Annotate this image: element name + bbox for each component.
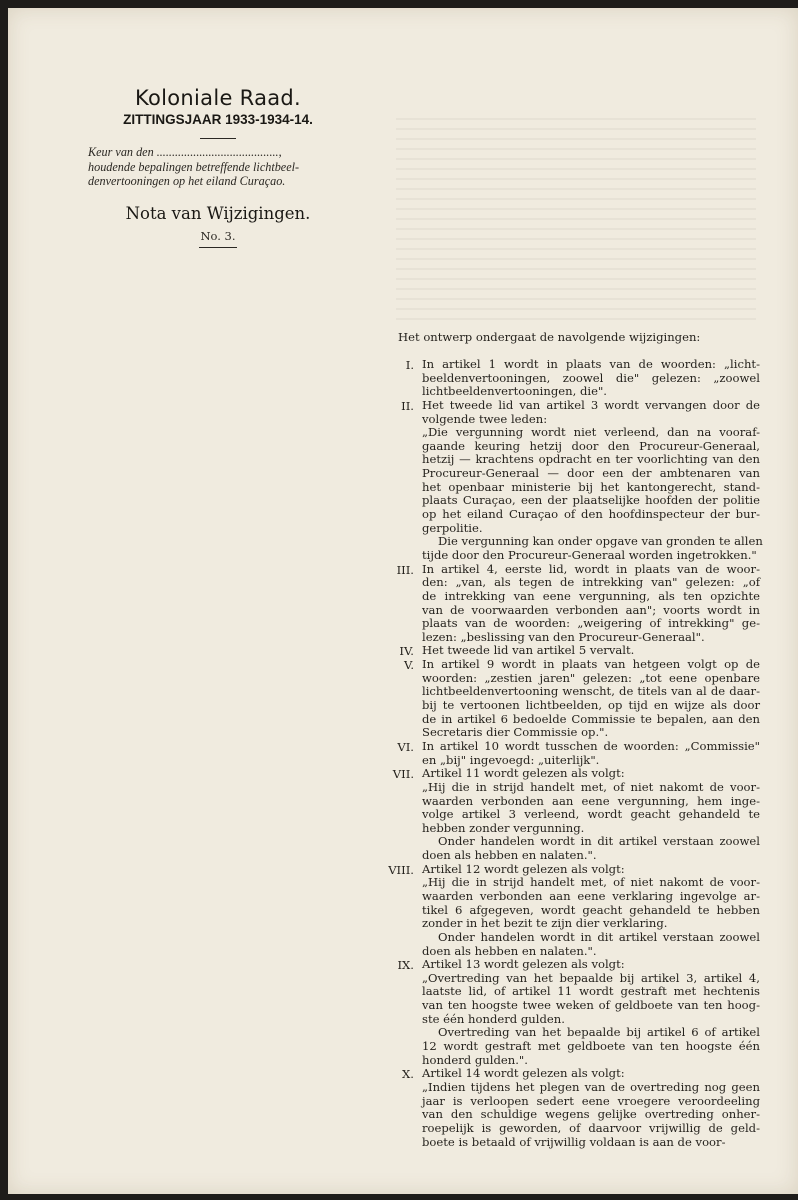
document-number: No. 3. — [200, 228, 236, 243]
amendment-line: volge artikel 3 verleend, wordt geacht gehandeld te — [422, 807, 760, 822]
subject-line: Keur van den ........................................, — [88, 145, 282, 159]
amendment-number: III. — [396, 562, 414, 577]
amendment-line: waarden verbonden aan eene vergunning, hem inge- — [422, 793, 760, 808]
document-header — [68, 86, 368, 248]
amendment-line: boete is betaald of vrijwillig voldaan is aan de voor- — [422, 1134, 726, 1149]
amendment-line: „Hij die in strijd handelt met, of niet nakomt de voor- — [422, 875, 760, 890]
amendment-number: I. — [405, 358, 414, 372]
amendment-line: tikel 6 afgegeven, wordt geacht gehandeld te hebben — [422, 902, 760, 917]
amendment-item — [388, 767, 760, 862]
amendment-item — [388, 1067, 760, 1149]
amendment-line: honderd gulden.". — [422, 1052, 528, 1067]
amendment-line: Artikel 13 wordt gelezen als volgt: — [422, 957, 625, 972]
amendments-body — [388, 329, 763, 1149]
amendment-line: van ten hoogste twee weken of geldboete van ten hoog- — [422, 998, 760, 1013]
amendment-line: Procureur-Generaal — door een der ambtenaren van — [422, 466, 760, 481]
amendment-line: In artikel 1 wordt in plaats van de woorden: „licht- — [422, 357, 760, 371]
amendment-item — [388, 958, 760, 1067]
amendment-item — [388, 658, 760, 740]
amendment-line: gerpolitie. — [422, 520, 483, 535]
amendment-line: van den schuldige wegens gelijke overtreding onher- — [422, 1107, 760, 1122]
show-through-text — [396, 118, 756, 328]
amendment-line: gaande keuring hetzij door den Procureur-Generaal, — [422, 438, 760, 453]
divider — [199, 247, 237, 248]
amendment-line: In artikel 9 wordt in plaats van hetgeen volgt op de — [422, 657, 760, 672]
amendment-line: In artikel 4, eerste lid, wordt in plaats van de woor- — [422, 561, 760, 576]
amendment-number: X. — [402, 1067, 414, 1082]
amendment-line: In artikel 10 wordt tusschen de woorden: „Commissie" — [422, 738, 760, 753]
amendment-line: den: „van, als tegen de intrekking van" gelezen: „of — [422, 575, 760, 590]
amendment-line: Het tweede lid van artikel 3 wordt vervangen door de — [422, 397, 760, 412]
amendment-line: plaats Curaçao, een der plaatselijke hoofden der politie — [422, 493, 760, 508]
amendment-line: Artikel 14 wordt gelezen als volgt: — [422, 1066, 625, 1081]
intro-text: Het ontwerp ondergaat de navolgende wijzigingen: — [398, 330, 701, 344]
amendment-line: ste één honderd gulden. — [422, 1011, 565, 1026]
amendment-line: lezen: „beslissing van den Procureur-Generaal". — [422, 629, 705, 644]
amendment-number: II. — [401, 398, 414, 413]
amendment-line: Secretaris dier Commissie op.". — [422, 725, 609, 740]
nota-heading: Nota van Wijzigingen. — [125, 203, 311, 223]
amendment-line: Artikel 11 wordt gelezen als volgt: — [422, 766, 625, 781]
amendment-line: roepelijk is geworden, of daarvoor vrijwillig de geld- — [422, 1120, 760, 1135]
amendment-line: hetzij — krachtens opdracht en ter voorlichting van den — [422, 452, 760, 467]
amendment-line: waarden verbonden aan eene verklaring ingevolge ar- — [422, 888, 760, 903]
amendment-line: zonder in het bezit te zijn dier verklaring. — [422, 916, 668, 931]
amendment-item — [388, 644, 760, 658]
subject-line: houdende bepalingen betreffende lichtbeel- — [88, 159, 300, 174]
subject-block — [68, 145, 368, 189]
amendment-number: V. — [403, 658, 414, 673]
amendment-item — [388, 397, 763, 563]
amendment-line: doen als hebben en nalaten.". — [422, 848, 597, 863]
amendment-line: laatste lid, of artikel 11 wordt gestraft met hechtenis — [422, 984, 760, 999]
amendment-number: VI. — [397, 739, 414, 754]
amendment-line: Onder handelen wordt in dit artikel verstaan zoowel — [438, 834, 760, 849]
amendment-line: lichtbeeldenvertooningen, die". — [422, 384, 607, 399]
amendment-line: op het eiland Curaçao of den hoofdinspecteur der bur- — [422, 507, 760, 522]
session-year: ZITTINGSJAAR 1933-1934-14. — [123, 112, 313, 127]
amendment-line: jaar is verloopen sedert eene vroegere veroordeeling — [422, 1093, 760, 1108]
document-page — [8, 8, 798, 1194]
council-title: Koloniale Raad. — [134, 86, 302, 110]
divider — [200, 138, 236, 139]
amendment-line: Overtreding van het bepaalde bij artikel 6 of artikel — [438, 1025, 760, 1040]
amendment-item — [388, 563, 760, 645]
amendment-line: lichtbeeldenvertooning wenscht, de titels van al de daar- — [422, 684, 760, 699]
amendment-line: „Indien tijdens het plegen van de overtreding nog geen — [422, 1079, 760, 1094]
amendment-line: Artikel 12 wordt gelezen als volgt: — [422, 861, 625, 876]
amendment-number: IV. — [399, 644, 414, 659]
amendment-line: 12 wordt gestraft met geldboete van ten hoogste één — [422, 1039, 760, 1054]
amendment-line: hebben zonder vergunning. — [422, 820, 585, 835]
amendment-line: Die vergunning kan onder opgave van gronden te allen — [438, 534, 763, 549]
amendment-line: „Hij die in strijd handelt met, of niet nakomt de voor- — [422, 779, 760, 794]
amendment-number: IX. — [397, 958, 414, 973]
amendment-line: en „bij" ingevoegd: „uiterlijk". — [422, 752, 600, 767]
amendment-item — [388, 740, 760, 767]
amendment-line: doen als hebben en nalaten.". — [422, 943, 597, 958]
amendment-item — [388, 863, 760, 958]
amendment-line: beeldenvertooningen, zoowel die" gelezen: „zoowel — [422, 370, 760, 385]
amendment-line: „Overtreding van het bepaalde bij artikel 3, artikel 4, — [422, 970, 760, 985]
amendment-line: het openbaar ministerie bij het kantongerecht, stand- — [422, 479, 760, 494]
amendment-list — [388, 357, 763, 1149]
amendment-item — [388, 358, 760, 399]
amendment-line: tijde door den Procureur-Generaal worden ingetrokken." — [422, 547, 757, 562]
amendment-line: bij te vertoonen lichtbeelden, op tijd en wijze als door — [422, 698, 760, 713]
amendment-number: VIII. — [388, 862, 414, 877]
amendment-line: van de voorwaarden verbonden aan"; voorts wordt in — [422, 602, 760, 617]
amendment-line: Onder handelen wordt in dit artikel verstaan zoowel — [438, 929, 760, 944]
amendment-line: plaats van de woorden: „weigering of intrekking" ge- — [422, 616, 760, 631]
amendment-line: Het tweede lid van artikel 5 vervalt. — [422, 643, 635, 658]
amendment-number: VII. — [392, 767, 414, 782]
amendment-line: volgende twee leden: — [422, 411, 548, 426]
amendment-line: de in artikel 6 bedoelde Commissie te bepalen, aan den — [422, 711, 760, 726]
amendment-line: woorden: „zestien jaren" gelezen: „tot eene openbare — [422, 670, 760, 685]
subject-line: denvertooningen op het eiland Curaçao. — [88, 174, 286, 188]
amendment-line: „Die vergunning wordt niet verleend, dan na vooraf- — [422, 425, 760, 440]
amendment-line: de intrekking van eene vergunning, als ten opzichte — [422, 588, 760, 603]
